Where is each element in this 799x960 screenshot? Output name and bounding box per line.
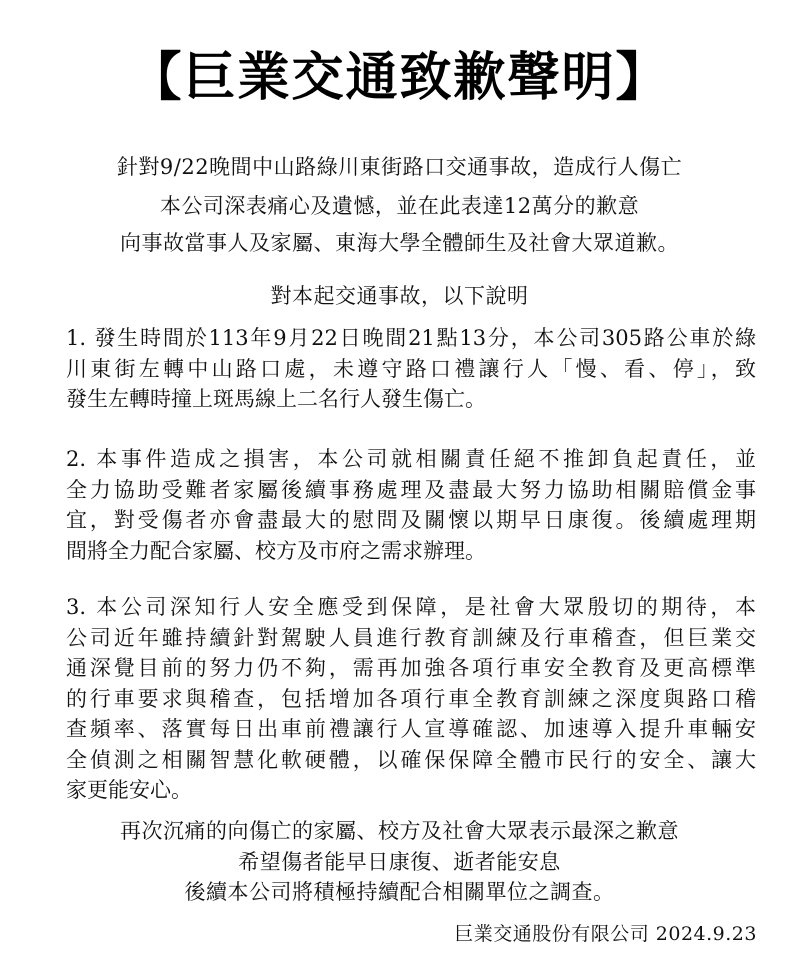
paragraph-line: 全偵測之相關智慧化軟硬體，以確保保障全體市民行的安全、讓大 — [66, 747, 756, 772]
paragraph-line: 通深覺目前的努力仍不夠，需再加強各項行車安全教育及更高標準 — [66, 656, 756, 680]
paragraph-line: 2. 本事件造成之損害，本公司就相關責任絕不推卸負起責任，並 — [66, 447, 756, 471]
paragraph-line: 3. 本公司深知行人安全應受到保障，是社會大眾殷切的期待，本 — [66, 595, 756, 619]
paragraph-line: 1. 發生時間於113年9月22日晚間21點13分，本公司305路公車於綠 — [66, 326, 756, 350]
paragraph-3 — [66, 592, 756, 806]
paragraph-1 — [66, 323, 756, 415]
paragraph-line: 川東街左轉中山路口處，未遵守路口禮讓行人「慢、看、停」，致 — [66, 356, 756, 381]
subheading: 對本起交通事故，以下說明 — [270, 284, 529, 308]
closing-line-3: 後續本公司將積極持續配合相關單位之調查。 — [184, 880, 615, 904]
paragraph-line: 公司近年雖持續針對駕駛人員進行教育訓練及行車稽查，但巨業交 — [66, 625, 756, 650]
intro-line-2: 本公司深表痛心及遺憾，並在此表達12萬分的歉意 — [159, 194, 640, 218]
paragraph-line: 的行車要求與稽查，包括增加各項行車全教育訓練之深度與路口稽 — [66, 686, 756, 711]
paragraph-line: 全力協助受難者家屬後續事務處理及盡最大努力協助相關賠償金事 — [66, 477, 756, 502]
paragraph-line: 宜，對受傷者亦會盡最大的慰問及關懷以期早日康復。後續處理期 — [66, 508, 756, 532]
closing-line-2: 希望傷者能早日康復、逝者能安息 — [238, 850, 561, 874]
closing-line-1: 再次沉痛的向傷亡的家屬、校方及社會大眾表示最深之歉意 — [120, 819, 679, 843]
intro-line-1: 針對9/22晚間中山路綠川東街路口交通事故，造成行人傷亡 — [116, 155, 683, 179]
document-title: 【巨業交通致歉聲明】 — [129, 48, 670, 108]
intro-line-3: 向事故當事人及家屬、東海大學全體師生及社會大眾道歉。 — [120, 231, 679, 255]
paragraph-line: 發生左轉時撞上斑馬線上二名行人發生傷亡。 — [66, 387, 486, 411]
paragraph-line: 查頻率、落實每日出車前禮讓行人宣導確認、加速導入提升車輛安 — [66, 717, 756, 741]
paragraph-2 — [66, 444, 756, 566]
paragraph-line: 家更能安心。 — [66, 778, 192, 802]
signature: 巨業交通股份有限公司 2024.9.23 — [454, 923, 757, 945]
paragraph-line: 間將全力配合家屬、校方及市府之需求辦理。 — [66, 538, 486, 563]
